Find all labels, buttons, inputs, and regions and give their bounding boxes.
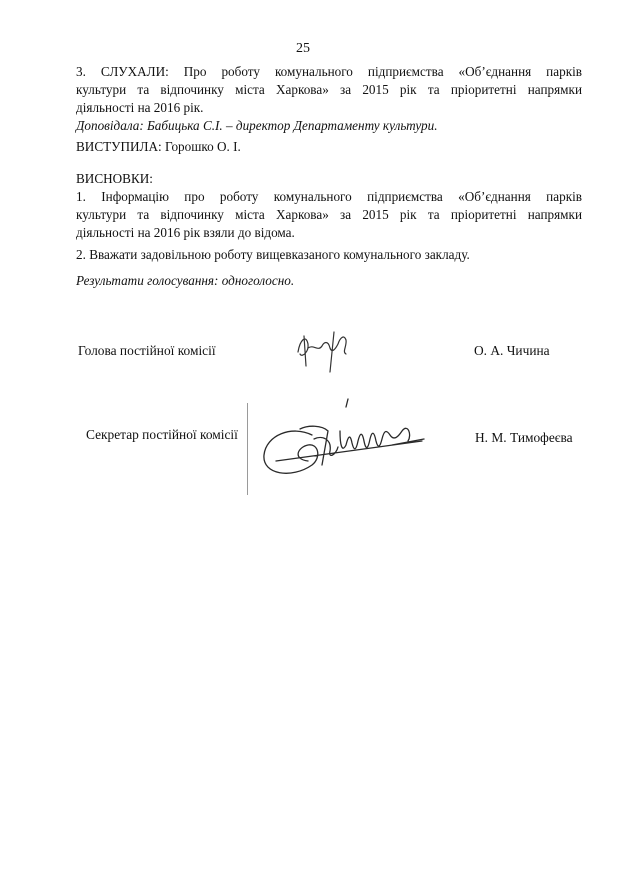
spoke-line: ВИСТУПИЛА: Горошко О. І. <box>76 139 241 154</box>
secretary-label: Секретар постійної комісії <box>86 427 238 442</box>
conclusion-1-line: 1. Інформацію про роботу комунального підприємства «Об’єднання парків <box>76 189 582 204</box>
speaker-line: Доповідала: Бабицька С.І. – директор Департаменту культури. <box>76 118 438 133</box>
chair-name: О. А. Чичина <box>474 343 550 358</box>
conclusions-block <box>76 170 582 264</box>
conclusion-2-line: 2. Вважати задовільною роботу вищевказаного комунального закладу. <box>76 247 470 262</box>
conclusions-heading: ВИСНОВКИ: <box>76 171 153 186</box>
conclusion-1-line: діяльності на 2016 рік взяли до відома. <box>76 225 295 240</box>
secretary-signature <box>252 395 432 490</box>
secretary-name: Н. М. Тимофеєва <box>475 430 573 445</box>
page-number: 25 <box>296 41 310 56</box>
chair-signature <box>290 322 370 377</box>
chair-label: Голова постійної комісії <box>78 343 216 358</box>
item-3-line: 3. СЛУХАЛИ: Про роботу комунального підприємства «Об’єднання парків <box>76 64 582 79</box>
scan-artifact-line <box>247 403 248 495</box>
item-3-line: діяльності на 2016 рік. <box>76 100 204 115</box>
item-3-paragraph <box>76 63 582 135</box>
conclusion-1-line: культури та відпочинку міста Харкова» за 2015 рік та пріоритетні напрямки <box>76 207 582 222</box>
vote-result: Результати голосування: одноголосно. <box>76 273 295 288</box>
item-3-line: культури та відпочинку міста Харкова» за 2015 рік та пріоритетні напрямки <box>76 82 582 97</box>
